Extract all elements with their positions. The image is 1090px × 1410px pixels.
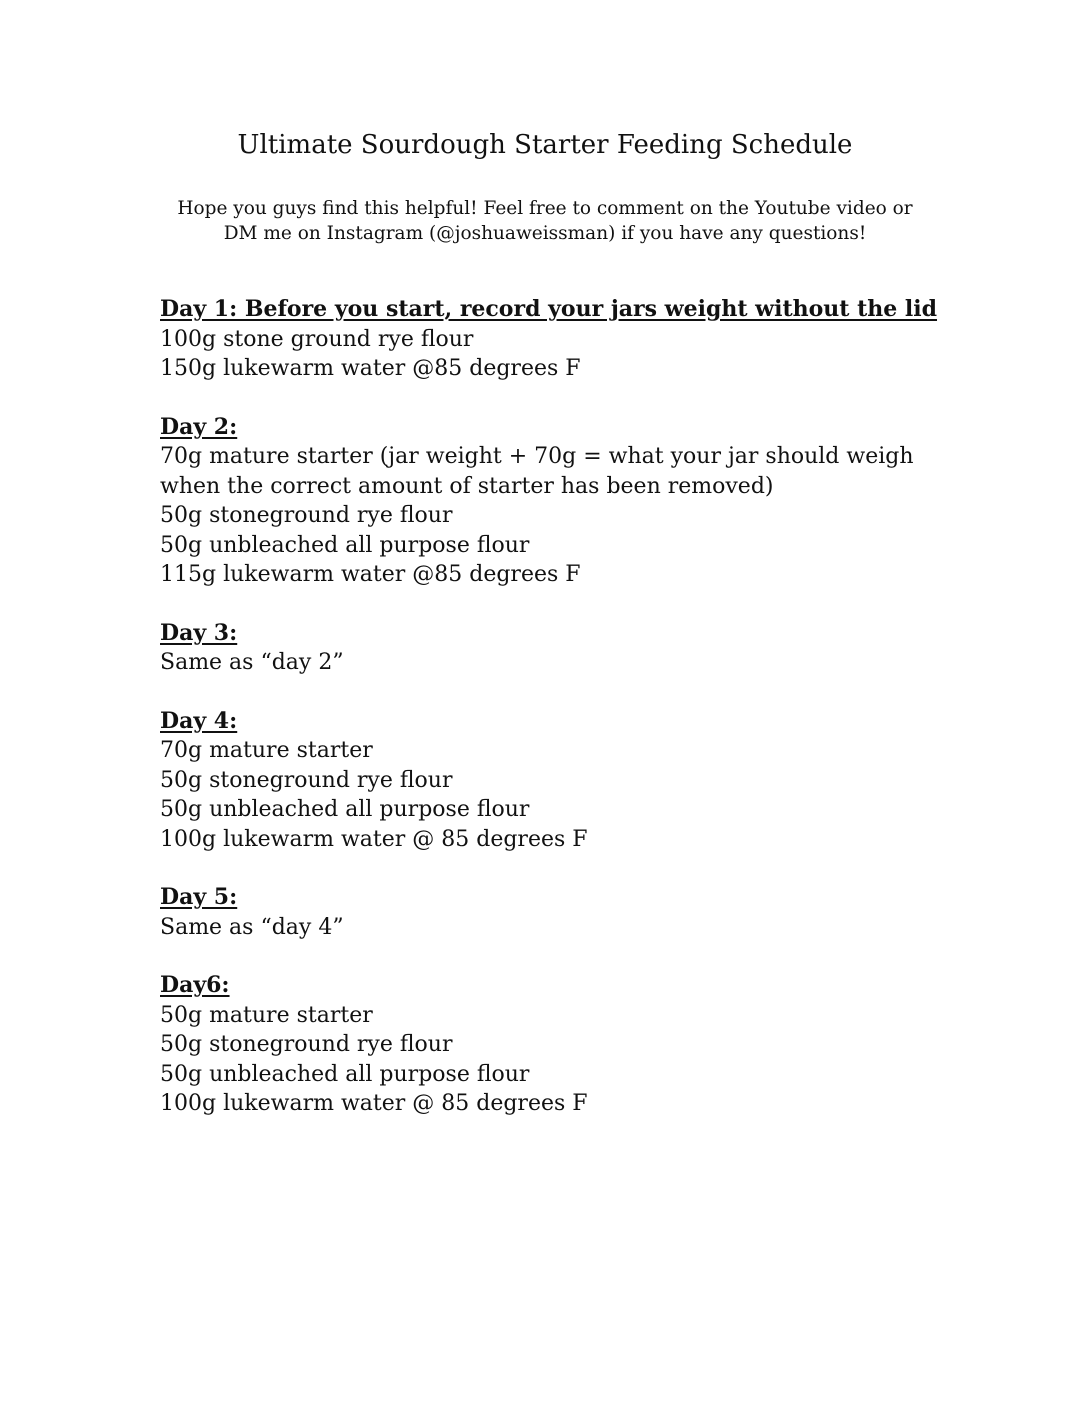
ingredient-line: Same as “day 4” [160,914,344,940]
page-title: Ultimate Sourdough Starter Feeding Schedule [237,130,853,160]
day-section-4 [160,707,950,855]
ingredient-line: 100g lukewarm water @ 85 degrees F [160,826,588,852]
day-heading: Day 4: [160,707,238,734]
day-heading: Day 1: Before you start, record your jars weight without the lid [160,296,938,322]
ingredient-line: 50g stoneground rye flour [160,503,453,528]
day-heading: Day 3: [160,619,238,646]
day-section-3 [160,619,950,678]
ingredient-line: Same as “day 2” [160,650,344,675]
ingredient-line: 50g unbleached all purpose flour [160,1061,530,1087]
day-section-1 [160,295,950,384]
ingredient-line: 50g unbleached all purpose flour [160,797,530,822]
ingredient-line: 150g lukewarm water @85 degrees F [160,356,581,381]
ingredient-line: 70g mature starter (jar weight + 70g = what your jar should weigh when the correct amount of starter has been removed) [160,444,914,499]
ingredient-line: 100g stone ground rye flour [160,326,474,352]
day-section-6 [160,971,950,1119]
intro-paragraph: Hope you guys find this helpful! Feel free to comment on the Youtube video or DM me on Instagram (@joshuaweissman) if you have any questions! [177,198,913,244]
ingredient-line: 50g unbleached all purpose flour [160,532,530,558]
ingredient-line: 50g stoneground rye flour [160,767,453,793]
ingredient-line: 50g mature starter [160,1002,373,1028]
day-section-2 [160,413,950,590]
day-heading: Day 5: [160,884,238,910]
feeding-schedule [160,295,950,1148]
ingredient-line: 70g mature starter [160,738,373,763]
day-section-5 [160,883,950,942]
ingredient-line: 100g lukewarm water @ 85 degrees F [160,1091,588,1116]
ingredient-line: 50g stoneground rye flour [160,1032,453,1057]
ingredient-line: 115g lukewarm water @85 degrees F [160,562,581,587]
day-heading: Day6: [160,972,230,998]
day-heading: Day 2: [160,413,238,440]
